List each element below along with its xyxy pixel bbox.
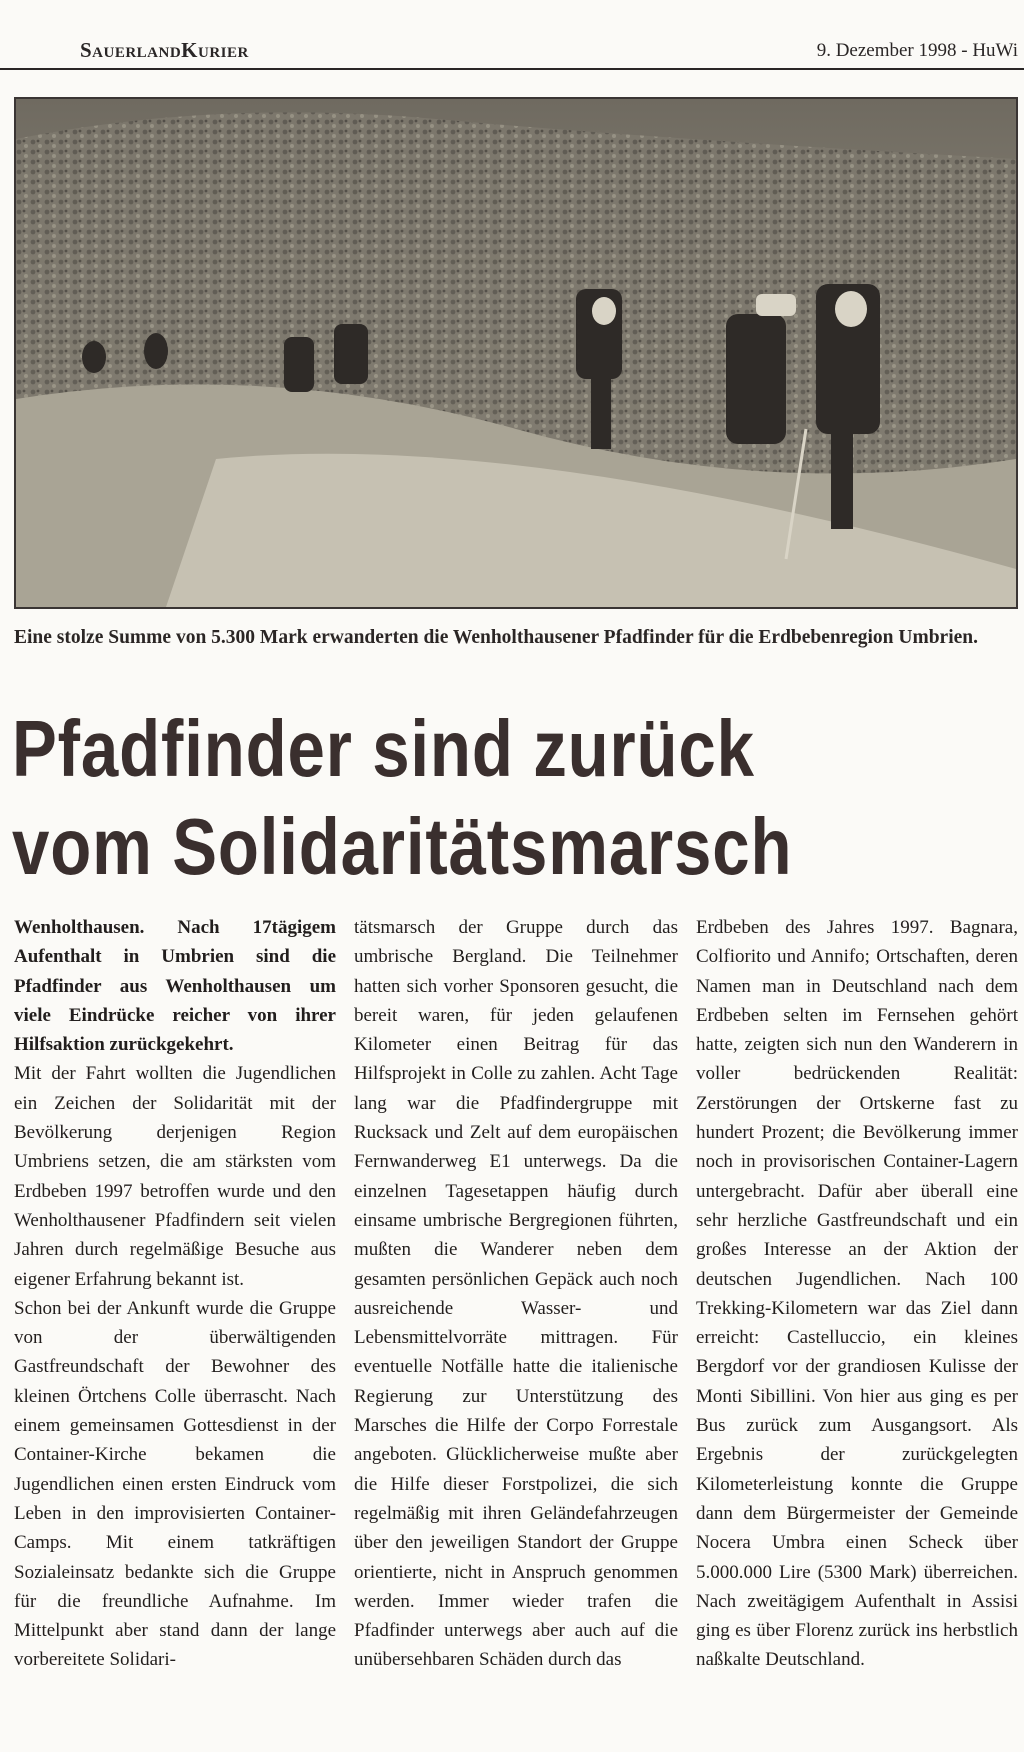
article-photo: [14, 97, 1018, 609]
masthead: [0, 34, 1024, 70]
headline-line-2: vom Solidaritätsmarsch: [12, 802, 793, 891]
article-paragraph-4: Erdbeben des Jahres 1997. Bagnara, Colfiorito und Annifo; Ortschaften, deren Namen man in Deutschland nach dem Erdbeben selten im Fernsehen gehört hatte, zeigten sich nun den Wanderern in voller bedrückenden Realität: Zerstörungen der Ortskerne fast zu hundert Prozent; die Bevölkerung immer noch in provisorischen Container-Lagern untergebracht. Dafür aber überall eine sehr herzliche Gastfreundschaft und ein großes Interesse an der Aktion der deutschen Jugendlichen. Nach 100 Trekking-Kilometern war das Ziel dann erreicht: Castelluccio, ein kleines Bergdorf vor der grandiosen Kulisse der Monti Sibillini. Von hier aus ging es per Bus zurück zum Ausgangsort. Als Ergebnis der zurückgelegten Kilometerleistung konnte die Gruppe dann dem Bürgermeister der Gemeinde Nocera Umbra einen Scheck über 5.000.000 Lire (5300 Mark) überreichen. Nach zweitägigem Aufenthalt in Assisi ging es über Florenz zurück ins herbstlich naßkalte Deutschland.: [696, 917, 1018, 1671]
article-paragraph-1: Mit der Fahrt wollten die Jugendlichen ein Zeichen der Solidarität mit der Bevölkerung derjenigen Region Umbriens setzen, die am stärksten vom Erdbeben 1997 betroffen wurde und den Wenholthausener Pfadfindern seit vielen Jahren durch regelmäßige Besuche aus eigener Erfahrung bekannt ist.: [14, 1063, 336, 1290]
issue-date: 9. Dezember 1998 - HuWi: [816, 40, 1018, 61]
headline-line-1: Pfadfinder sind zurück: [12, 704, 755, 793]
article-lead: Wenholthausen. Nach 17tägigem Aufenthalt in Umbrien sind die Pfadfinder aus Wenholthausen um viele Eindrücke reicher von ihrer Hilfsaktion zurückgekehrt.: [14, 917, 336, 1056]
article-column-2: [354, 913, 678, 1675]
photo-caption: Eine stolze Summe von 5.300 Mark erwanderten die Wenholthausener Pfadfinder für die Erdbebenregion Umbrien.: [14, 627, 978, 648]
article-paragraph-3: tätsmarsch der Gruppe durch das umbrische Bergland. Die Teilnehmer hatten sich vorher Sponsoren gesucht, die bereit waren, für jeden gelaufenen Kilometer einen Beitrag für das Hilfsprojekt in Colle zu zahlen. Acht Tage lang war die Pfadfindergruppe mit Rucksack und Zelt auf dem europäischen Fernwanderweg E1 unterwegs. Da die einzelnen Tagesetappen häufig durch einsame umbrische Bergregionen führten, mußten die Wanderer neben dem gesamten persönlichen Gepäck auch noch ausreichende Wasser- und Lebensmittelvorräte mittragen. Für eventuelle Notfälle hatte die italienische Regierung zur Unterstützung des Marsches die Hilfe der Corpo Forrestale angeboten. Glücklicherweise mußte aber die Hilfe dieser Forstpolizei, die sich regelmäßig mit ihren Geländefahrzeugen über den jeweiligen Standort der Gruppe orientierte, nicht in Anspruch genommen werden. Immer wieder trafen die Pfadfinder unterwegs aber auch auf die unübersehbaren Schäden durch das: [354, 917, 678, 1671]
article-column-1: [14, 913, 336, 1675]
article-column-3: [696, 913, 1018, 1675]
newspaper-name: SauerlandKurier: [80, 38, 249, 62]
article-headline: [12, 700, 852, 896]
hikers-photo-icon: [16, 99, 1016, 607]
article-paragraph-2: Schon bei der Ankunft wurde die Gruppe von der überwältigenden Gastfreundschaft der Bewohner des kleinen Örtchens Colle überrascht. Nach einem gemeinsamen Gottesdienst in der Container-Kirche bekamen die Jugendlichen einen ersten Eindruck vom Leben in den improvisierten Container-Camps. Mit einem tatkräftigen Sozialeinsatz bedankte sich die Gruppe für die freundliche Aufnahme. Im Mittelpunkt aber stand dann der lange vorbereitete Solidari-: [14, 1297, 336, 1671]
